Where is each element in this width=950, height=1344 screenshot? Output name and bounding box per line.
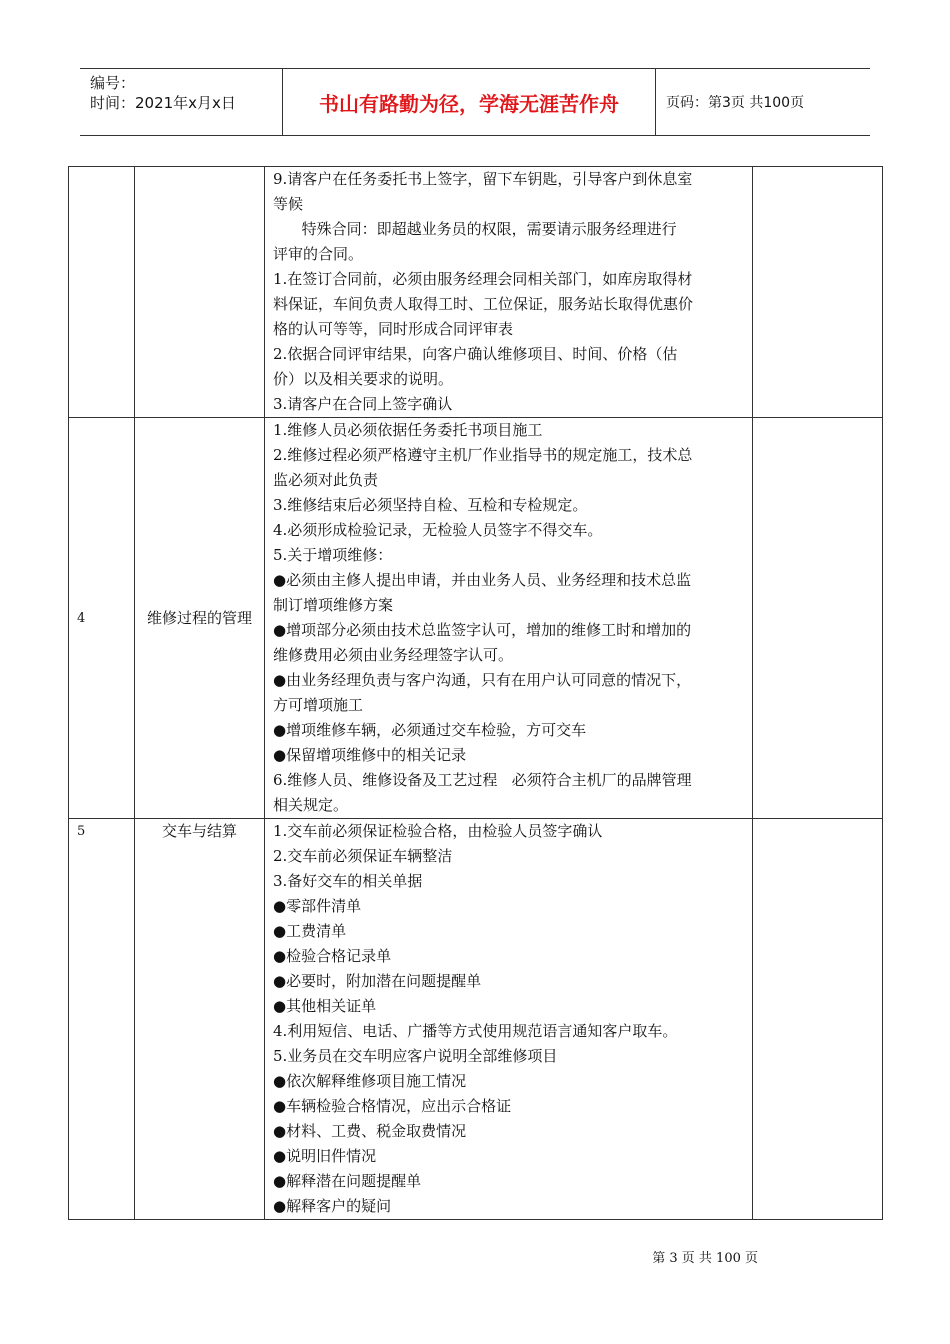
content-line: ●必须由主修人提出申请，并由业务人员、业务经理和技术总监	[273, 571, 692, 589]
content-line: ●说明旧件情况	[273, 1147, 377, 1165]
row-number-cell: 4	[69, 418, 135, 819]
content-line: 等候	[273, 195, 304, 213]
content-line: 维修费用必须由业务经理签字认可。	[273, 646, 514, 664]
header-motto: 书山有路勤为径，学海无涯苦作舟	[319, 91, 619, 116]
row-number-cell	[69, 167, 135, 418]
header-page-cell	[656, 69, 870, 135]
footer-page-number: 第 3 页 共 100 页	[652, 1251, 758, 1266]
content-line: ●依次解释维修项目施工情况	[273, 1072, 467, 1090]
content-line: 价）以及相关要求的说明。	[273, 370, 454, 388]
content-line: 相关规定。	[273, 796, 349, 814]
content-line: 4.必须形成检验记录，无检验人员签字不得交车。	[273, 521, 603, 539]
table-row	[69, 418, 883, 819]
process-table	[68, 166, 883, 1220]
content-line: 3.请客户在合同上签字确认	[273, 395, 453, 413]
page-header	[80, 68, 870, 136]
content-line: 9.请客户在任务委托书上签字，留下车钥匙，引导客户到休息室	[273, 170, 693, 188]
row-remark-cell	[753, 167, 883, 418]
row-remark-cell	[753, 418, 883, 819]
content-line: ●解释客户的疑问	[273, 1197, 392, 1215]
header-motto-cell	[283, 69, 656, 135]
content-line: 5.关于增项维修：	[273, 546, 393, 564]
content-line: 1.交车前必须保证检验合格，由检验人员签字确认	[273, 822, 603, 840]
content-line: ●车辆检验合格情况，应出示合格证	[273, 1097, 512, 1115]
content-line: 方可增项施工	[273, 696, 364, 714]
content-line: ●增项部分必须由技术总监签字认可，增加的维修工时和增加的	[273, 621, 692, 639]
content-line: ●由业务经理负责与客户沟通，只有在用户认可同意的情况下，	[273, 671, 692, 689]
content-line: 4.利用短信、电话、广播等方式使用规范语言通知客户取车。	[273, 1022, 678, 1040]
content-line: 1.维修人员必须依据任务委托书项目施工	[273, 421, 543, 439]
row-content-cell	[265, 167, 753, 418]
row-content-cell	[265, 418, 753, 819]
content-line: 2.交车前必须保证车辆整洁	[273, 847, 453, 865]
content-line: 3.维修结束后必须坚持自检、互检和专检规定。	[273, 496, 588, 514]
header-page-number: 页码：第3页 共100页	[666, 95, 805, 111]
content-line: 6.维修人员、维修设备及工艺过程 必须符合主机厂的品牌管理	[273, 771, 692, 789]
content-line: ●其他相关证单	[273, 997, 377, 1015]
content-line: ●工费清单	[273, 922, 347, 940]
content-line: 评审的合同。	[273, 245, 364, 263]
content-line: ●材料、工费、税金取费情况	[273, 1122, 467, 1140]
row-name-cell	[135, 167, 265, 418]
content-line: 5.业务员在交车明应客户说明全部维修项目	[273, 1047, 558, 1065]
header-info-cell	[80, 69, 283, 135]
content-line: 料保证，车间负责人取得工时、工位保证，服务站长取得优惠价	[273, 295, 694, 313]
content-line: 2.依据合同评审结果，向客户确认维修项目、时间、价格（估	[273, 345, 678, 363]
document-number-label: 编号：	[90, 74, 136, 92]
row-name-cell: 维修过程的管理	[135, 418, 265, 819]
content-line: 2.维修过程必须严格遵守主机厂作业指导书的规定施工，技术总	[273, 446, 693, 464]
content-line: 1.在签订合同前，必须由服务经理会同相关部门，如库房取得材	[273, 270, 693, 288]
content-line: 特殊合同：即超越业务员的权限，需要请示服务经理进行	[273, 220, 677, 238]
content-line: 3.备好交车的相关单据	[273, 872, 423, 890]
content-line: 格的认可等等，同时形成合同评审表	[273, 320, 514, 338]
content-line: 制订增项维修方案	[273, 596, 394, 614]
content-line: ●零部件清单	[273, 897, 362, 915]
row-number-cell: 5	[69, 819, 135, 1220]
row-name-cell: 交车与结算	[135, 819, 265, 1220]
row-remark-cell	[753, 819, 883, 1220]
content-line: ●保留增项维修中的相关记录	[273, 746, 467, 764]
table-row	[69, 819, 883, 1220]
content-line: ●解释潜在问题提醒单	[273, 1172, 422, 1190]
content-line: ●必要时，附加潜在问题提醒单	[273, 972, 482, 990]
content-line: 监必须对此负责	[273, 471, 379, 489]
document-date: 时间：2021年x月x日	[90, 94, 236, 112]
table-row	[69, 167, 883, 418]
content-line: ●检验合格记录单	[273, 947, 392, 965]
content-line: ●增项维修车辆，必须通过交车检验，方可交车	[273, 721, 587, 739]
row-content-cell	[265, 819, 753, 1220]
